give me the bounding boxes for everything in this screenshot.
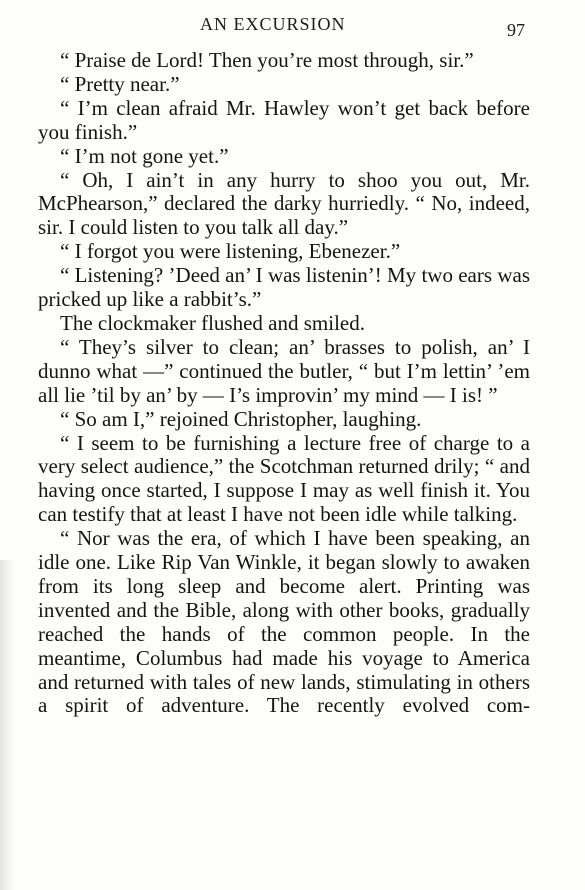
paragraph: “ Nor was the era, of which I have been speaking, an idle one. Like Rip Van Winkle, it began slowly to awaken from its long sleep and become alert. Printing was invented and the Bible, along with other books, gradually reached the hands of the common people. In the meantime, Columbus had made his voyage to America and returned with tales of new lands, stimulating in others a spirit of adventure. The recently evolved com- xyxy=(38,526,530,718)
paragraph: “ They’s silver to clean; an’ brasses to polish, an’ I dunno what —” continued the butler, “ but I’m lettin’ ’em all lie ’til by an’ by — I’s improvin’ my mind — I is! ” xyxy=(38,334,530,407)
page-number: 97 xyxy=(507,20,525,40)
page-gutter-shadow xyxy=(0,560,14,890)
paragraph: “ So am I,” rejoined Christopher, laughing. xyxy=(60,406,422,431)
paragraph: “ Listening? ’Deed an’ I was listenin’! My two ears was pricked up like a rabbit’s.” xyxy=(38,263,530,312)
paragraph: “ I forgot you were listening, Ebenezer.” xyxy=(60,239,401,264)
paragraph: “ I seem to be furnishing a lecture free of charge to a very select audience,” the Scotchman returned drily; “ and having once started, I suppose I may as well finish it. You can testify that at least I have not been idle while talking. xyxy=(38,430,530,527)
paragraph: “ Pretty near.” xyxy=(60,71,180,96)
paragraph: “ I’m not gone yet.” xyxy=(60,143,229,168)
body-text xyxy=(38,49,530,718)
paragraph: The clockmaker flushed and smiled. xyxy=(60,310,365,335)
paragraph: “ I’m clean afraid Mr. Hawley won’t get back before you finish.” xyxy=(38,95,530,144)
paragraph: “ Praise de Lord! Then you’re most through, sir.” xyxy=(60,48,474,72)
paragraph: “ Oh, I ain’t in any hurry to shoo you out, Mr. McPhearson,” declared the darky hurriedly. “ No, indeed, sir. I could listen to you talk all day.” xyxy=(38,167,530,240)
running-head: AN EXCURSION xyxy=(200,14,346,34)
